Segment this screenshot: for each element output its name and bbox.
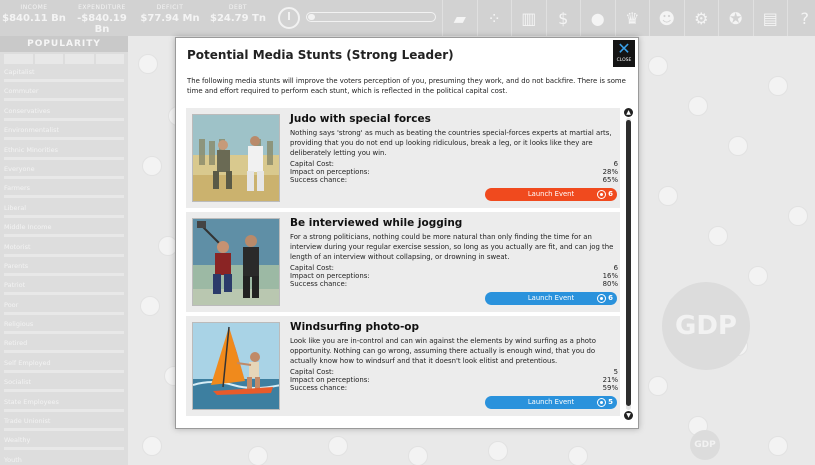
help-icon[interactable]: ? [787,0,815,36]
voter-group-row[interactable] [0,396,128,415]
voter-group-bar [4,79,124,82]
policy-node-icon[interactable] [328,436,348,456]
voter-group-bar [4,215,124,218]
voter-group-name: Parents [4,261,29,270]
voter-group-name: Middle Income [4,223,52,232]
launch-event-label: Launch Event [527,294,575,302]
popularity-tabs [0,52,128,66]
close-button[interactable] [613,40,635,67]
political-capital-icon [597,190,606,199]
debt-value: $24.79 Tn [209,13,266,24]
voter-group-bar [4,98,124,101]
finance-icon[interactable]: $ [546,0,581,36]
speed-slider-knob[interactable] [308,14,315,20]
voter-group-name: Retired [4,339,28,348]
voter-group-row[interactable] [0,163,128,182]
policy-node-icon[interactable] [748,266,768,286]
stunt-list [186,108,620,420]
policy-node-icon[interactable] [568,446,588,465]
voter-group-name: Wealthy [4,436,31,445]
top-menu-icons [442,0,815,36]
policy-node-icon[interactable] [248,446,268,465]
capital-cost-label: Capital Cost: [290,160,334,168]
impact-row [290,376,618,384]
voter-group-name: Patriot [4,281,26,290]
impact-value: 21% [602,376,618,384]
voter-group-row[interactable] [0,260,128,279]
stunt-name: Judo with special forces [290,113,431,125]
policy-node-icon[interactable] [728,136,748,156]
impact-label: Impact on perceptions: [290,168,370,176]
income-stat [2,4,66,24]
voter-group-bar [4,157,124,160]
capital-cost-row [290,368,618,376]
impact-value: 28% [602,168,618,176]
capital-cost-label: Capital Cost: [290,368,334,376]
deficit-label: DEFICIT [156,4,184,11]
impact-row [290,168,618,176]
voter-group-bar [4,389,124,392]
launch-cost-badge [596,293,615,304]
voter-group-row[interactable] [0,85,128,104]
success-value: 59% [602,384,618,392]
voter-group-row[interactable] [0,105,128,124]
success-value: 80% [602,280,618,288]
voter-group-row[interactable] [0,279,128,298]
settings-icon[interactable]: ⚙ [684,0,719,36]
capital-cost-value: 5 [613,368,618,376]
voter-group-row[interactable] [0,415,128,434]
political-capital-icon [597,398,606,407]
windsurf-image [192,322,280,410]
voter-group-bar [4,312,124,315]
deficit-stat [138,4,202,24]
notes-icon[interactable]: ▤ [753,0,788,36]
voter-group-name: Environmentalist [4,126,60,135]
voter-group-bar [4,331,124,334]
policy-node-icon[interactable] [142,156,162,176]
impact-value: 16% [602,272,618,280]
ideas-icon[interactable]: ● [580,0,615,36]
popularity-title: POPULARITY [0,36,128,52]
political-capital-icon [597,294,606,303]
voter-group-row[interactable] [0,454,128,465]
capital-cost-row [290,160,618,168]
income-value: $840.11 Bn [2,13,66,24]
expenditure-value: -$840.19 Bn [77,13,127,35]
close-icon: ✕ [617,39,631,58]
voter-group-row[interactable] [0,318,128,337]
voter-group-name: Capitalist [4,68,35,76]
popularity-tab[interactable] [65,54,94,64]
voter-group-row[interactable] [0,357,128,376]
launch-event-button[interactable] [485,188,617,201]
voter-group-name: Liberal [4,203,27,212]
policy-node-icon[interactable] [140,296,160,316]
voter-group-row[interactable] [0,221,128,240]
voter-group-name: Religious [4,320,34,329]
popularity-tab[interactable] [96,54,125,64]
top-bar [0,0,815,36]
voter-group-name: Poor [4,300,19,309]
launch-cost-value: 6 [608,190,613,198]
popularity-panel [0,36,128,465]
stunt-description: Nothing says 'strong' as much as beating the countries special-forces experts at martial arts, providing that you do not end up looking ridiculous, break a leg, or it looks like they are deliberately letting you win. [290,129,612,157]
debt-stat [206,4,270,24]
achievements-icon[interactable]: ♛ [615,0,650,36]
impact-row [290,272,618,280]
voter-group-bar [4,273,124,276]
popularity-tab[interactable] [35,54,64,64]
launch-event-label: Launch Event [527,398,575,406]
stunt-name: Windsurfing photo-op [290,321,420,333]
voter-group-name: Conservatives [4,106,51,115]
policy-node-icon[interactable] [768,436,788,456]
launch-cost-value: 5 [608,398,613,406]
voter-group-row[interactable] [0,144,128,163]
voter-group-list [0,66,128,465]
voter-group-name: Self Employed [4,358,51,367]
policy-node-icon[interactable] [658,186,678,206]
voter-group-bar [4,118,124,121]
voter-group-name: Motorist [4,242,31,251]
income-label: INCOME [20,4,48,11]
voter-group-bar [4,447,124,450]
success-label: Success chance: [290,280,348,288]
close-label: CLOSE [616,58,632,63]
policy-node-icon[interactable] [648,376,668,396]
scroll-down-icon[interactable]: ▼ [624,411,633,420]
voter-group-name: Commuter [4,87,39,96]
voter-group-bar [4,254,124,257]
stunt-name: Be interviewed while jogging [290,217,463,229]
policy-node-icon[interactable] [408,446,428,465]
launch-event-button[interactable] [485,396,617,409]
policy-node-icon[interactable] [788,206,808,226]
voter-group-bar [4,292,124,295]
ribbon-icon[interactable]: ✪ [718,0,753,36]
voter-group-row[interactable] [0,66,128,85]
gdp-node-small[interactable]: GDP [690,430,720,460]
voter-group-bar [4,234,124,237]
voter-group-name: State Employees [4,397,59,406]
voter-group-row[interactable] [0,376,128,395]
voter-group-bar [4,350,124,353]
voter-group-name: Trade Unionist [4,417,51,426]
voter-group-row[interactable] [0,299,128,318]
jogging-image [192,218,280,306]
stunt-item [186,108,620,208]
policy-node-icon[interactable] [142,436,162,456]
stunt-item [186,212,620,312]
voter-group-row[interactable] [0,182,128,201]
voter-group-row[interactable] [0,241,128,260]
voter-group-bar [4,370,124,373]
voter-group-row[interactable] [0,337,128,356]
policy-node-icon[interactable] [648,56,668,76]
voter-group-row[interactable] [0,434,128,453]
scroll-up-icon[interactable]: ▲ [624,108,633,117]
launch-event-button[interactable] [485,292,617,305]
popularity-tab[interactable] [4,54,33,64]
scroll-thumb[interactable] [626,120,631,406]
voter-group-bar [4,409,124,412]
voter-group-bar [4,195,124,198]
dialog-title: Potential Media Stunts (Strong Leader) [187,48,454,62]
dialog-intro: The following media stunts will improve the voters perception of you, presuming they work, and do not backfire. There is some time and effort required to perform each stunt, which is reflected in the political capital cost. [187,77,626,95]
launch-cost-value: 6 [608,294,613,302]
policy-node-icon[interactable] [768,76,788,96]
capital-cost-value: 6 [613,264,618,272]
voter-group-bar [4,428,124,431]
media-stunts-dialog [175,37,639,429]
policy-node-icon[interactable] [138,54,158,74]
pistol-icon[interactable]: ▰ [442,0,477,36]
voter-group-name: Youth [4,455,22,464]
deficit-value: $77.94 Mn [140,13,200,24]
statistics-icon[interactable]: ▥ [511,0,546,36]
stunt-description: For a strong politicians, nothing could be more natural than only finding the time for an interview during your regular exercise session, so long as you actually are fit, and can jog the length of an interview without collapsing, or drowning in sweat. [290,233,614,261]
stunt-description: Look like you are in-control and can win against the elements by wind surfing as a photo opportunity. Nothing can go wrong, assuming there actually is enough wind, that you do actually know how to windsurf and that it doesn't look elitist and pretentious. [290,337,596,365]
cabinet-icon[interactable]: ☻ [649,0,684,36]
game-speed-slider[interactable] [306,12,436,22]
voter-group-bar [4,176,124,179]
launch-cost-badge [596,189,615,200]
capital-cost-value: 6 [613,160,618,168]
capital-cost-label: Capital Cost: [290,264,334,272]
gdp-node[interactable]: GDP [662,282,750,370]
success-row [290,176,618,184]
policy-node-icon[interactable] [688,96,708,116]
policy-node-icon[interactable] [488,441,508,461]
stunt-list-scrollbar[interactable] [624,108,633,420]
voter-group-row[interactable] [0,202,128,221]
voter-group-name: Ethnic Minorities [4,145,59,154]
voter-group-name: Farmers [4,184,31,193]
success-row [290,384,618,392]
launch-cost-badge [596,397,615,408]
success-value: 65% [602,176,618,184]
clock-icon[interactable] [278,7,300,29]
success-label: Success chance: [290,176,348,184]
policies-icon[interactable]: ⁘ [477,0,512,36]
voter-group-bar [4,137,124,140]
launch-event-label: Launch Event [527,190,575,198]
voter-group-name: Everyone [4,164,35,173]
voter-group-name: Socialist [4,378,32,387]
expenditure-stat [70,4,134,35]
success-row [290,280,618,288]
policy-node-icon[interactable] [708,226,728,246]
impact-label: Impact on perceptions: [290,376,370,384]
impact-label: Impact on perceptions: [290,272,370,280]
expenditure-label: EXPENDITURE [78,4,126,11]
debt-label: DEBT [228,4,248,11]
judo-image [192,114,280,202]
stunt-item [186,316,620,416]
voter-group-row[interactable] [0,124,128,143]
capital-cost-row [290,264,618,272]
success-label: Success chance: [290,384,348,392]
